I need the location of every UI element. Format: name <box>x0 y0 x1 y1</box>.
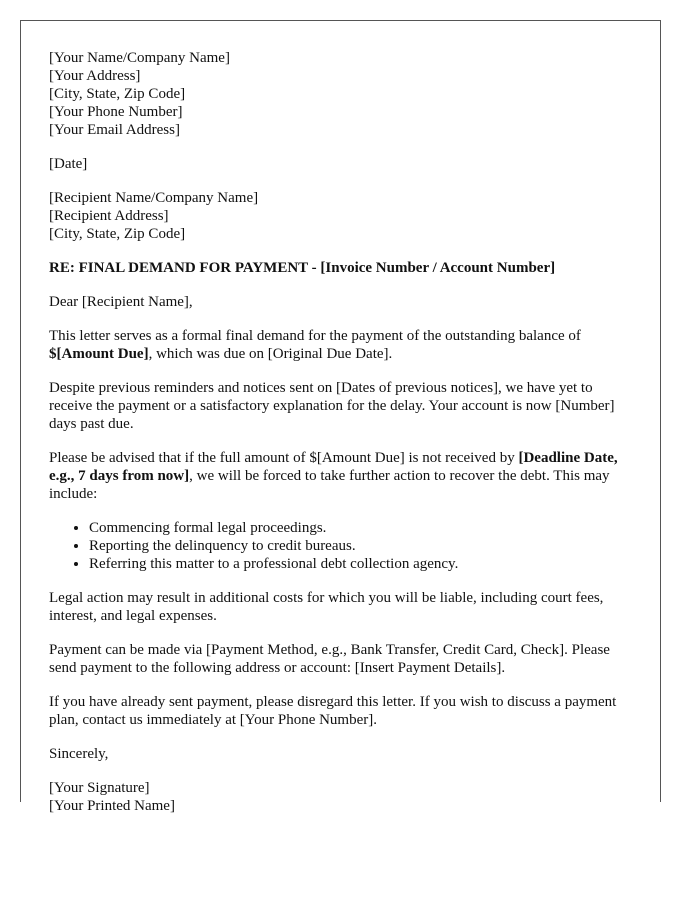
list-item: • Reporting the delinquency to credit bureaus. <box>89 537 639 555</box>
signature: [Your Signature] <box>49 780 150 796</box>
recipient-block <box>49 189 639 243</box>
sender-city: [City, State, Zip Code] <box>49 86 186 102</box>
actions-list <box>49 519 639 573</box>
paragraph-previous-notices: Despite previous reminders and notices sent on [Dates of previous notices], we have yet to receive the payment or a satisfactory explanation for the delay. Your account is now [Number] days past due. <box>49 380 615 432</box>
recipient-city: [City, State, Zip Code] <box>49 226 186 242</box>
signature-block <box>49 779 639 815</box>
para1-text-after: , which was due on [Original Due Date]. <box>148 346 393 362</box>
amount-due: $[Amount Due] <box>49 346 149 362</box>
date-block <box>49 155 639 173</box>
salutation: Dear [Recipient Name], <box>49 294 193 310</box>
paragraph-payment-method: Payment can be made via [Payment Method, e.g., Bank Transfer, Credit Card, Check]. Please send payment to the following address or account: [Insert Payment Details]. <box>49 642 610 676</box>
sender-name: [Your Name/Company Name] <box>49 50 230 66</box>
paragraph-amount-due <box>49 327 639 363</box>
recipient-name: [Recipient Name/Company Name] <box>49 190 259 206</box>
recipient-address: [Recipient Address] <box>49 208 169 224</box>
para3-text-before: Please be advised that if the full amount of $[Amount Due] is not received by <box>49 450 519 466</box>
subject-line <box>49 259 639 277</box>
closing: Sincerely, <box>49 746 109 762</box>
printed-name: [Your Printed Name] <box>49 798 175 814</box>
paragraph-legal-costs: Legal action may result in additional costs for which you will be liable, including court fees, interest, and legal expenses. <box>49 590 604 624</box>
sender-block <box>49 49 639 139</box>
deadline-date: [Deadline Date, e.g., 7 days from now] <box>49 450 618 484</box>
sender-email: [Your Email Address] <box>49 122 180 138</box>
para3-text-after: , we will be forced to take further action to recover the debt. This may include: <box>49 468 610 502</box>
para1-text-before: This letter serves as a formal final demand for the payment of the outstanding balance of <box>49 328 581 344</box>
sender-address: [Your Address] <box>49 68 141 84</box>
letter-date: [Date] <box>49 156 88 172</box>
paragraph-deadline <box>49 449 639 503</box>
letter-page <box>20 20 661 814</box>
letter-body <box>49 49 639 831</box>
subject-text: RE: FINAL DEMAND FOR PAYMENT - [Invoice Number / Account Number] <box>49 260 556 276</box>
paragraph-already-paid: If you have already sent payment, please disregard this letter. If you wish to discuss a payment plan, contact us immediately at [Your Phone Number]. <box>49 694 617 728</box>
list-item: • Referring this matter to a professional debt collection agency. <box>89 555 639 573</box>
sender-phone: [Your Phone Number] <box>49 104 183 120</box>
list-item: • Commencing formal legal proceedings. <box>89 519 639 537</box>
